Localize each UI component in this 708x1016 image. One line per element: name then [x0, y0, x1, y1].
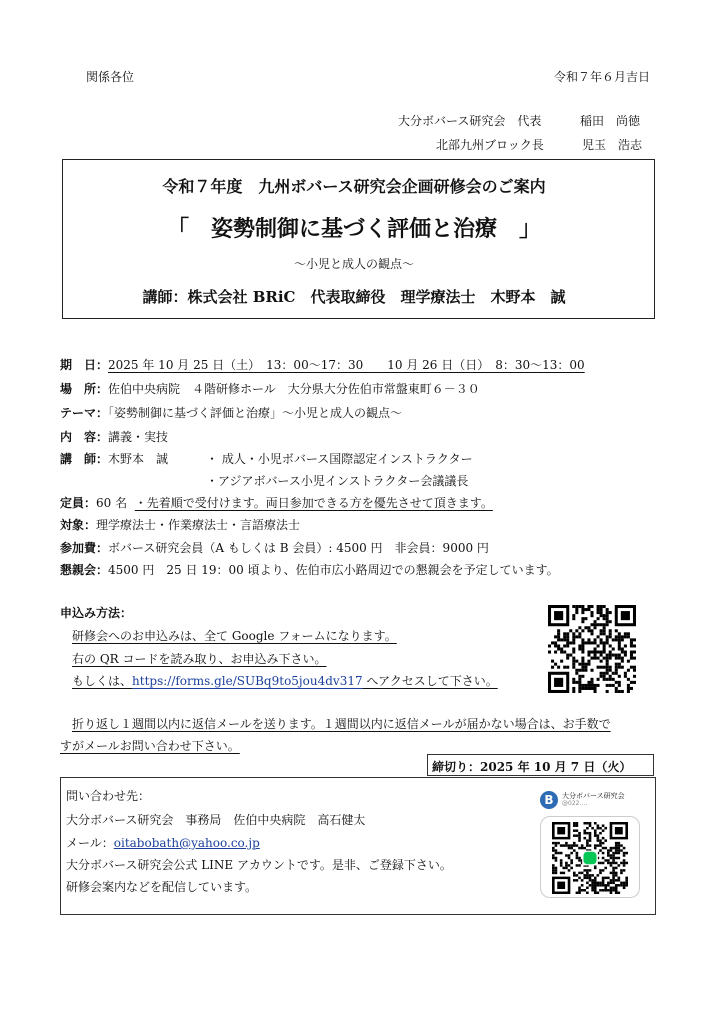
line-text-2: 研修会案内などを配信しています。 [66, 880, 258, 894]
venue-label: 場 所： [60, 382, 109, 396]
application-line-3 [72, 672, 498, 689]
application-line-2: 右の QR コードを読み取り、お申込み下さい。 [72, 652, 327, 666]
qr-code-icon[interactable] [548, 605, 636, 693]
lecturer-label: 講 師： [60, 452, 109, 466]
target-value: 理学療法士・作業療法士・言語療法士 [96, 518, 301, 532]
application-label: 申込み方法： [60, 606, 133, 620]
line-account-name: 大分ボバース研究会 [562, 792, 625, 800]
target-label: 対象： [60, 518, 97, 532]
lecturer-role-2: ・アジアボバース小児インストラクター会議議長 [206, 474, 469, 488]
line-account-id: @022‥‥ [562, 800, 588, 807]
detail-lecturer [60, 450, 168, 467]
issue-date: 令和７年６月吉日 [554, 70, 651, 84]
seminar-subtitle: 〜小児と成人の観点〜 [293, 257, 414, 271]
reply-line-2: すがメールお問い合わせ下さい。 [60, 739, 240, 753]
detail-venue [60, 380, 480, 397]
detail-party [60, 561, 559, 578]
contact-label: 問い合わせ先： [66, 789, 151, 803]
content-label: 内 容： [60, 430, 109, 444]
line-account-card [530, 786, 650, 902]
sender-org: 大分ボバース研究会 代表 [398, 114, 542, 128]
dates-value: 2025 年 10 月 25 日（土） 13：00〜17：30 10 月 26 日（日） 8：30〜13：00 [108, 358, 585, 372]
line-qr-code-icon[interactable] [552, 822, 628, 894]
application-line-1: 研修会へのお申込みは、全て Google フォームになります。 [72, 629, 397, 643]
line-logo-icon: B [540, 791, 558, 809]
venue-value: 佐伯中央病院 ４階研修ホール 大分県大分佐伯市常盤東町６－３０ [108, 382, 480, 396]
sender-name: 稲田 尚徳 [580, 114, 641, 128]
theme-label: テーマ： [60, 406, 109, 420]
line-text: 大分ボバース研究会公式 LINE アカウントです。是非、ご登録下さい。 [66, 858, 452, 872]
detail-target [60, 516, 300, 533]
fee-label: 参加費： [60, 541, 109, 555]
theme-value: 「姿勢制御に基づく評価と治療」〜小児と成人の観点〜 [108, 406, 403, 420]
reply-line-1: 折り返し１週間以内に返信メールを送ります。１週間以内に返信メールが届かない場合は、お手数で [72, 717, 611, 731]
contact-mail [66, 834, 260, 851]
party-value: 4500 円 25 日 19：00 頃より、佐伯市広小路周辺での懇親会を予定しています。 [108, 563, 559, 577]
seminar-lecturer: 講師：株式会社 BRiC 代表取締役 理学療法士 木野本 誠 [142, 288, 566, 306]
detail-dates [60, 356, 585, 373]
application-line-3-suffix: へアクセスして下さい。 [362, 674, 498, 688]
sender-name-2: 児玉 浩志 [582, 138, 643, 152]
application-form-link[interactable]: https://forms.gle/SUBq9to5jou4dv317 [132, 674, 363, 688]
deadline-text: 締切り：2025 年 10 月 7 日（火） [432, 760, 632, 774]
detail-capacity [60, 494, 493, 511]
fee-value: ボバース研究会員（A もしくは B 会員）: 4500 円 非会員：9000 円 [108, 541, 489, 555]
dates-label: 期 日： [60, 358, 109, 372]
seminar-heading: 令和７年度 九州ボバース研究会企画研修会のご案内 [162, 177, 546, 196]
lecturer-role-1: ・ 成人・小児ボバース国際認定インストラクター [206, 452, 473, 466]
content-value: 講義・実技 [108, 430, 169, 444]
detail-theme [60, 404, 402, 421]
seminar-title: 「 姿勢制御に基づく評価と治療 」 [166, 216, 541, 242]
capacity-note: ・先着順で受付けます。両日参加できる方を優先させて頂きます。 [134, 496, 493, 510]
detail-content [60, 428, 168, 445]
capacity-value: 60 名 [96, 496, 128, 510]
contact-org: 大分ボバース研究会 事務局 佐伯中央病院 高石健太 [66, 813, 366, 827]
capacity-label: 定員： [60, 496, 97, 510]
lecturer-name: 木野本 誠 [108, 452, 169, 466]
mail-label: メール： [66, 836, 114, 850]
recipients: 関係各位 [86, 70, 135, 84]
sender-org-2: 北部九州ブロック長 [436, 138, 544, 152]
party-label: 懇親会： [60, 563, 109, 577]
detail-fee [60, 539, 489, 556]
application-line-3-prefix: もしくは、 [72, 674, 133, 688]
contact-email-link[interactable]: oitabobath@yahoo.co.jp [113, 836, 260, 850]
